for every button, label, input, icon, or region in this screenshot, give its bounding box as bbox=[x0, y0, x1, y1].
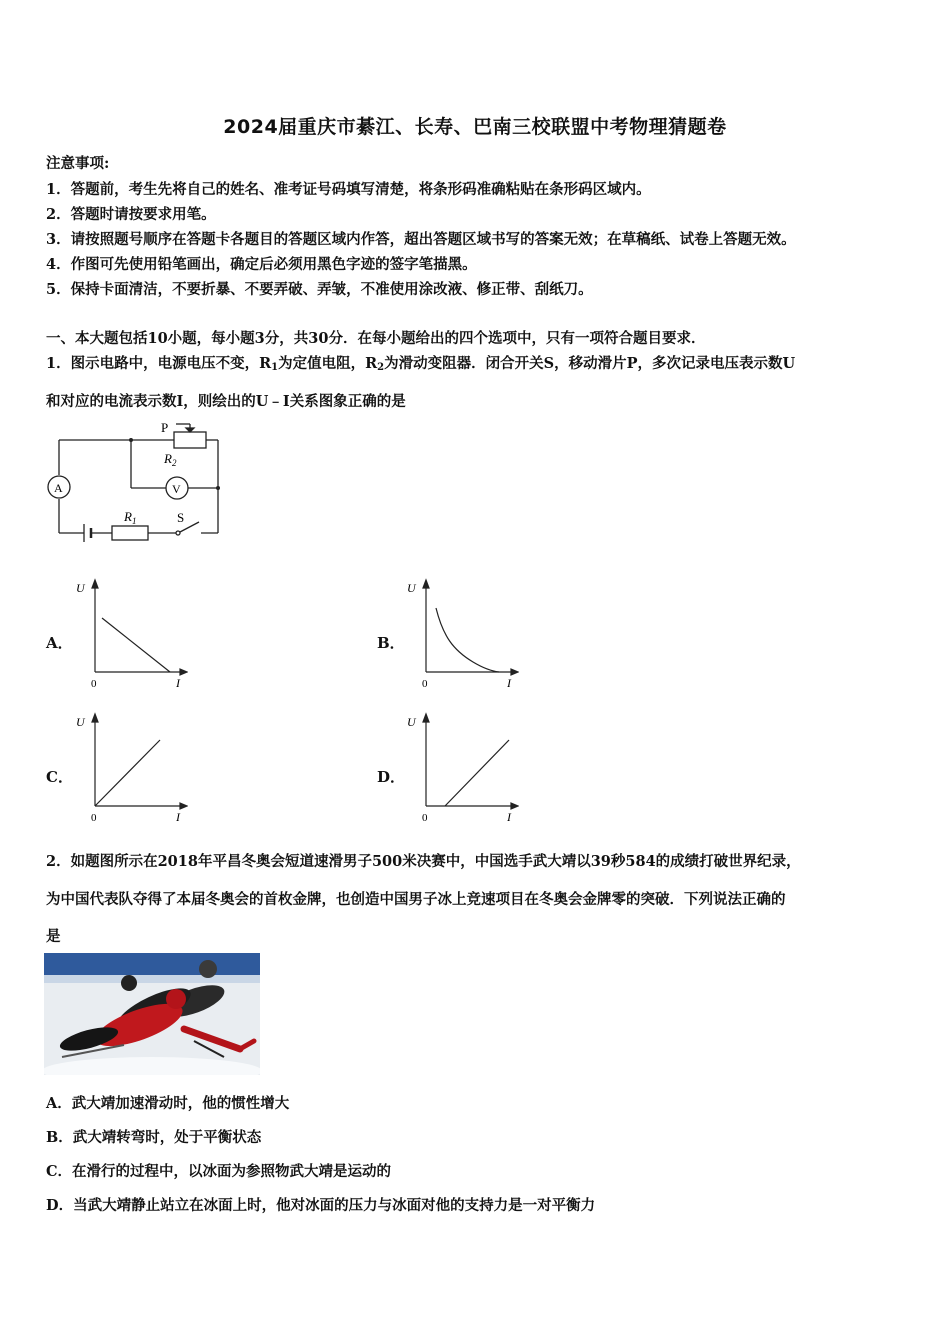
q1-option-d-label[interactable]: D． bbox=[377, 768, 406, 786]
q1-line2: 和对应的电流表示数I，则绘出的U﹣I关系图象正确的是 bbox=[46, 393, 406, 410]
q2-option-b[interactable]: B．武大靖转弯时，处于平衡状态 bbox=[46, 1129, 262, 1146]
section-heading: 一、本大题包括10小题，每小题3分，共30分．在每小题给出的四个选项中，只有一项符合题目要求． bbox=[46, 330, 706, 347]
notice-item: 4．作图可先使用铅笔画出，确定后必须用黑色字迹的签字笔描黑。 bbox=[46, 256, 477, 273]
q2-line1: 2．如题图所示在2018年平昌冬奥会短道速滑男子500米决赛中，中国选手武大靖以39秒584的成绩打破世界纪录， bbox=[46, 853, 801, 870]
label-S: S bbox=[177, 510, 185, 525]
voltmeter-label: V bbox=[172, 482, 181, 496]
svg-text:0: 0 bbox=[422, 678, 428, 688]
q2-option-a[interactable]: A．武大靖加速滑动时，他的惯性增大 bbox=[46, 1095, 290, 1112]
page-title: 2024届重庆市綦江、长寿、巴南三校联盟中考物理猜题卷 bbox=[223, 116, 727, 138]
q1-option-b-label[interactable]: B． bbox=[377, 634, 405, 652]
label-P: P bbox=[161, 420, 169, 435]
graph-option-c[interactable] bbox=[72, 710, 188, 822]
q1-line1: 1．图示电路中，电源电压不变，$R_1$为定值电阻，$R_2$为滑动变阻器．闭合开关S，移动滑片P，多次记录电压表示数U bbox=[46, 355, 796, 373]
ammeter-label: A bbox=[54, 481, 63, 495]
svg-text:I: I bbox=[176, 676, 180, 688]
svg-text:I: I bbox=[176, 810, 180, 822]
q1-option-c-label[interactable]: C． bbox=[46, 768, 73, 786]
svg-text:U: U bbox=[76, 715, 85, 729]
speed-skaters-photo bbox=[44, 953, 260, 1075]
q2-line2: 为中国代表队夺得了本届冬奥会的首枚金牌，也创造中国男子冰上竞速项目在冬奥会金牌零的突破．下列说法正确的 bbox=[46, 891, 786, 908]
svg-text:0: 0 bbox=[91, 812, 97, 822]
notice-item: 2．答题时请按要求用笔。 bbox=[46, 206, 216, 223]
label-R2: $R_2$ bbox=[164, 451, 177, 468]
svg-text:0: 0 bbox=[422, 812, 428, 822]
svg-text:U: U bbox=[407, 715, 416, 729]
q2-line3: 是 bbox=[46, 928, 61, 945]
notice-item: 5．保持卡面清洁，不要折暴、不要弄破、弄皱，不准使用涂改液、修正带、刮纸刀。 bbox=[46, 281, 593, 298]
graph-option-d[interactable] bbox=[403, 710, 519, 822]
notice-item: 1．答题前，考生先将自己的姓名、准考证号码填写清楚，将条形码准确粘贴在条形码区域内。 bbox=[46, 181, 651, 198]
q2-option-c[interactable]: C．在滑行的过程中，以冰面为参照物武大靖是运动的 bbox=[46, 1163, 392, 1180]
graph-option-b[interactable] bbox=[403, 576, 519, 688]
q2-option-d[interactable]: D．当武大靖静止站立在冰面上时，他对冰面的压力与冰面对他的支持力是一对平衡力 bbox=[46, 1197, 596, 1214]
notice-item: 3．请按照题号顺序在答题卡各题目的答题区域内作答，超出答题区域书写的答案无效；在草稿纸、试卷上答题无效。 bbox=[46, 231, 796, 248]
label-R1: $R_1$ bbox=[124, 509, 137, 526]
svg-text:I: I bbox=[507, 810, 511, 822]
svg-text:U: U bbox=[407, 581, 416, 595]
notice-heading: 注意事项: bbox=[46, 155, 110, 172]
svg-text:I: I bbox=[507, 676, 511, 688]
circuit-diagram bbox=[44, 418, 224, 548]
svg-text:U: U bbox=[76, 581, 85, 595]
svg-text:0: 0 bbox=[91, 678, 97, 688]
q1-option-a-label[interactable]: A． bbox=[46, 634, 73, 652]
graph-option-a[interactable] bbox=[72, 576, 188, 688]
